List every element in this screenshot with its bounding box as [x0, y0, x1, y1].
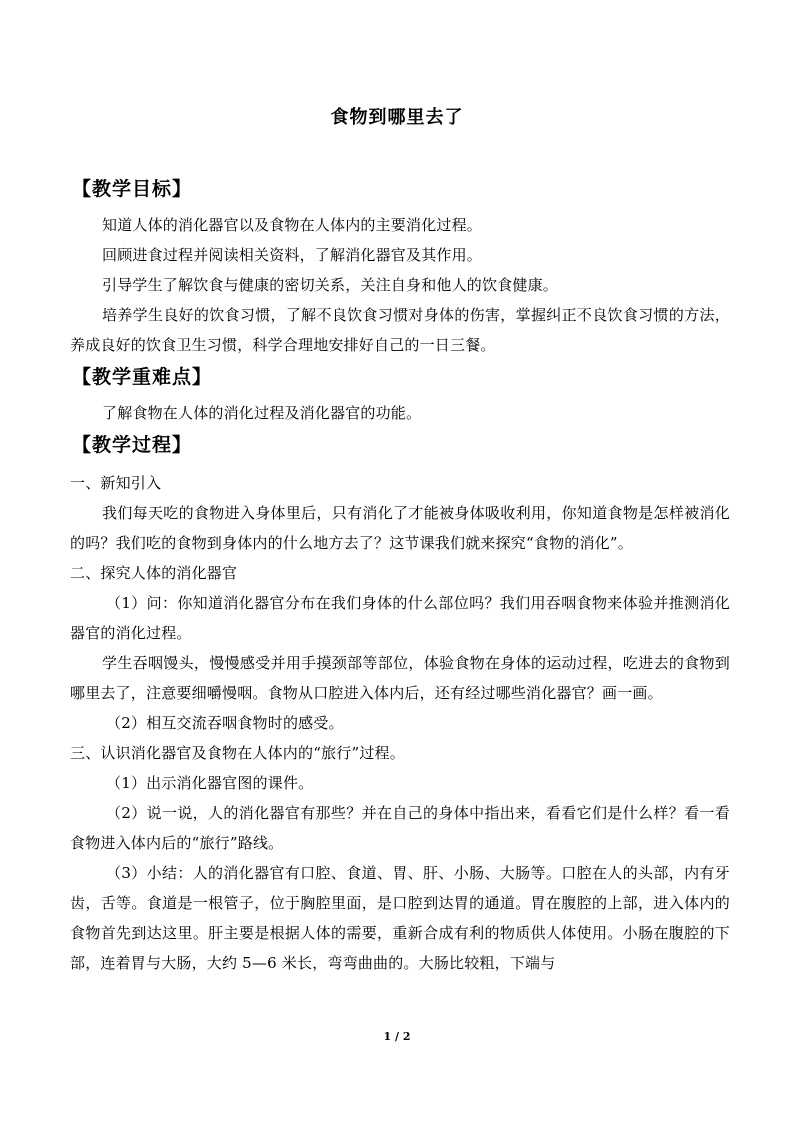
- section-title: 三、认识消化器官及食物在人体内的“旅行”过程。: [70, 744, 405, 762]
- page-number: 1 / 2: [383, 1030, 411, 1043]
- paragraph: （2）说一说，人的消化器官有那些？并在自己的身体中指出来，看看它们是什么样？看一看食物进入体内后的“旅行”路线。: [70, 804, 730, 852]
- paragraph: 学生吞咽馒头，慢慢感受并用手摸颈部等部位，体验食物在身体的运动过程，吃进去的食物到哪里去了，注意要细嚼慢咽。食物从口腔进入体内后，还有经过哪些消化器官？画一画。: [70, 654, 730, 702]
- document-body: [70, 172, 730, 978]
- paragraph: 我们每天吃的食物进入身体里后，只有消化了才能被身体吸收利用，你知道食物是怎样被消化的吗？我们吃的食物到身体内的什么地方去了？这节课我们就来探究“食物的消化”。: [70, 504, 730, 552]
- objective-item: 培养学生良好的饮食习惯，了解不良饮食习惯对身体的伤害，掌握纠正不良饮食习惯的方法，养成良好的饮食卫生习惯，科学合理地安排好自己的一日三餐。: [70, 306, 730, 354]
- objective-item: 引导学生了解饮食与健康的密切关系，关注自身和他人的饮食健康。: [102, 276, 559, 294]
- key-points-text: 了解食物在人体的消化过程及消化器官的功能。: [102, 404, 422, 422]
- section-title: 一、新知引入: [70, 474, 162, 492]
- paragraph: （2）相互交流吞咽食物时的感受。: [106, 714, 344, 732]
- paragraph: （1）出示消化器官图的课件。: [106, 774, 314, 792]
- process-heading: 【教学过程】: [72, 434, 193, 456]
- paragraph: （1）问：你知道消化器官分布在我们身体的什么部位吗？我们用吞咽食物来体验并推测消化器官的消化过程。: [70, 594, 730, 642]
- objective-item: 知道人体的消化器官以及食物在人体内的主要消化过程。: [102, 216, 483, 234]
- key-points-heading: 【教学重难点】: [72, 366, 213, 388]
- objectives-heading: 【教学目标】: [72, 178, 193, 200]
- document-title: 食物到哪里去了: [330, 107, 464, 128]
- objective-item: 回顾进食过程并阅读相关资料，了解消化器官及其作用。: [102, 246, 483, 264]
- section-title: 二、探究人体的消化器官: [70, 564, 238, 582]
- paragraph: （3）小结：人的消化器官有口腔、食道、胃、肝、小肠、大肠等。口腔在人的头部，内有牙齿，舌等。食道是一根管子，位于胸腔里面，是口腔到达胃的通道。胃在腹腔的上部，进入体内的食物首先到达这里。肝主要是根据人体的需要，重新合成有利的物质供人体使用。小肠在腹腔的下部，连着胃与大肠，大约 5—6 米长，弯弯曲曲的。大肠比较粗，下端与: [70, 864, 730, 972]
